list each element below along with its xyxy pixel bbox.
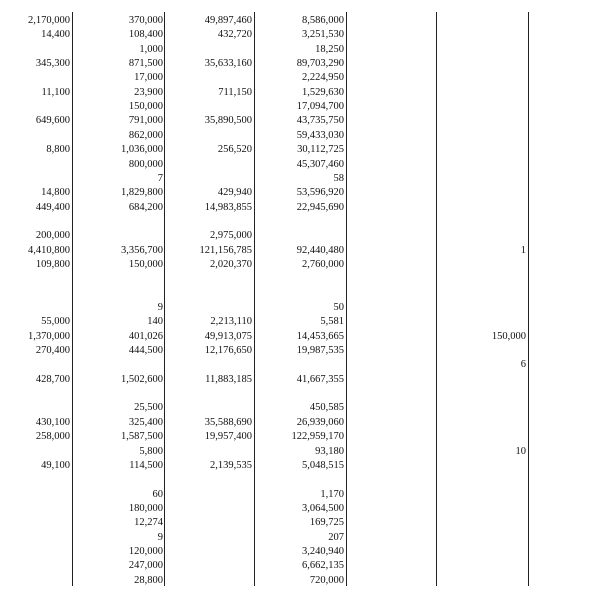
- table-cell: [80, 387, 163, 401]
- table-cell: [440, 114, 526, 128]
- table-cell: 19,987,535: [296, 345, 344, 357]
- table-cell: 1,036,000: [121, 144, 163, 156]
- table-cell: [440, 344, 526, 358]
- table-cell: 1,829,800: [121, 187, 163, 199]
- table-cell: 18,250: [315, 43, 344, 55]
- table-cell: 6: [520, 359, 526, 371]
- table-cell: 1,000: [139, 43, 163, 55]
- table-cell: 430,100: [35, 416, 70, 428]
- table-cell: 1,170: [320, 488, 344, 500]
- table-row: [0, 186, 600, 200]
- table-cell: [170, 531, 252, 545]
- table-cell: 649,600: [35, 115, 70, 127]
- table-row: [0, 545, 600, 559]
- table-cell: [80, 287, 163, 301]
- table-cell: [0, 100, 70, 114]
- table-cell: [0, 287, 70, 301]
- table-cell: 35,633,160: [204, 58, 252, 70]
- table-cell: [0, 401, 70, 415]
- table-cell: 3,064,500: [302, 502, 344, 514]
- table-row: [0, 143, 600, 157]
- table-cell: 108,400: [128, 29, 163, 41]
- table-cell: [170, 158, 252, 172]
- table-cell: [260, 473, 344, 487]
- table-cell: [170, 358, 252, 372]
- table-cell: 35,588,690: [204, 416, 252, 428]
- table-cell: [0, 574, 70, 588]
- table-cell: 93,180: [315, 445, 344, 457]
- table-cell: 60: [152, 488, 163, 500]
- table-cell: [440, 531, 526, 545]
- table-cell: [170, 43, 252, 57]
- table-row: [0, 445, 600, 459]
- table-cell: 1,502,600: [121, 373, 163, 385]
- table-row: [0, 574, 600, 588]
- table-cell: 684,200: [128, 201, 163, 213]
- table-cell: 150,000: [128, 258, 163, 270]
- table-cell: [80, 229, 163, 243]
- table-cell: 207: [328, 531, 344, 543]
- table-cell: [0, 172, 70, 186]
- table-cell: 5,581: [320, 316, 344, 328]
- table-cell: [0, 559, 70, 573]
- table-cell: 23,900: [134, 86, 163, 98]
- table-cell: [260, 215, 344, 229]
- table-cell: [0, 502, 70, 516]
- table-cell: 150,000: [128, 101, 163, 113]
- table-cell: [260, 387, 344, 401]
- table-row: [0, 502, 600, 516]
- table-cell: 1: [520, 244, 526, 256]
- table-cell: [440, 430, 526, 444]
- table-cell: 28,800: [134, 574, 163, 586]
- table-cell: 120,000: [128, 545, 163, 557]
- table-row: [0, 559, 600, 573]
- table-row: [0, 114, 600, 128]
- table-row: [0, 244, 600, 258]
- table-cell: [0, 387, 70, 401]
- table-cell: [260, 358, 344, 372]
- table-cell: [440, 100, 526, 114]
- table-cell: [170, 401, 252, 415]
- table-cell: 140: [147, 316, 163, 328]
- table-cell: 444,500: [128, 345, 163, 357]
- table-cell: [170, 488, 252, 502]
- table-cell: [440, 258, 526, 272]
- table-cell: 12,176,650: [204, 345, 252, 357]
- table-cell: 19,957,400: [204, 431, 252, 443]
- table-cell: [170, 301, 252, 315]
- table-cell: 17,094,700: [296, 101, 344, 113]
- table-cell: 92,440,480: [296, 244, 344, 256]
- table-cell: [170, 272, 252, 286]
- table-cell: [170, 516, 252, 530]
- table-row: [0, 272, 600, 286]
- table-cell: 35,890,500: [204, 115, 252, 127]
- table-cell: 7: [157, 172, 163, 184]
- table-cell: [170, 100, 252, 114]
- table-cell: 258,000: [35, 431, 70, 443]
- table-cell: [170, 445, 252, 459]
- table-cell: 89,703,290: [296, 58, 344, 70]
- table-row: [0, 215, 600, 229]
- table-row: [0, 358, 600, 372]
- table-cell: [440, 401, 526, 415]
- table-cell: [170, 71, 252, 85]
- table-row: [0, 459, 600, 473]
- table-cell: [0, 129, 70, 143]
- table-cell: [440, 158, 526, 172]
- table-cell: [440, 143, 526, 157]
- table-cell: [440, 129, 526, 143]
- table-row: [0, 473, 600, 487]
- table-row: [0, 172, 600, 186]
- table-cell: 256,520: [217, 144, 252, 156]
- table-row: [0, 28, 600, 42]
- table-cell: 45,307,460: [296, 158, 344, 170]
- table-cell: [440, 373, 526, 387]
- table-cell: 169,725: [309, 517, 344, 529]
- table-cell: 800,000: [128, 158, 163, 170]
- table-cell: 9: [157, 302, 163, 313]
- table-cell: 3,251,530: [302, 29, 344, 41]
- table-cell: [170, 559, 252, 573]
- table-row: [0, 387, 600, 401]
- table-cell: [170, 545, 252, 559]
- table-cell: 122,959,170: [291, 431, 344, 443]
- table-cell: [80, 358, 163, 372]
- table-cell: [170, 574, 252, 588]
- table-cell: [170, 473, 252, 487]
- table-cell: [260, 287, 344, 301]
- table-cell: [0, 516, 70, 530]
- table-cell: 11,100: [41, 86, 70, 98]
- table-cell: [80, 215, 163, 229]
- table-cell: 150,000: [491, 330, 526, 342]
- table-cell: [440, 459, 526, 473]
- table-cell: [440, 14, 526, 28]
- table-cell: 711,150: [218, 86, 252, 98]
- table-cell: 109,800: [35, 258, 70, 270]
- table-cell: [0, 43, 70, 57]
- table-cell: [0, 545, 70, 559]
- table-row: [0, 531, 600, 545]
- table-cell: 121,156,785: [199, 244, 252, 256]
- table-cell: 2,224,950: [302, 72, 344, 84]
- table-cell: 49,897,460: [204, 15, 252, 26]
- table-cell: [440, 574, 526, 588]
- table-cell: 53,596,920: [296, 187, 344, 199]
- table-row: [0, 71, 600, 85]
- table-cell: [440, 287, 526, 301]
- table-cell: [170, 287, 252, 301]
- table-cell: 325,400: [128, 416, 163, 428]
- table-cell: 3,240,940: [302, 545, 344, 557]
- table-cell: 5,800: [139, 445, 163, 457]
- table-cell: 449,400: [35, 201, 70, 213]
- table-cell: 14,800: [41, 187, 70, 199]
- table-cell: 1,370,000: [28, 330, 70, 342]
- table-cell: 12,274: [134, 517, 163, 529]
- table-row: [0, 516, 600, 530]
- table-cell: [0, 215, 70, 229]
- table-row: [0, 430, 600, 444]
- table-cell: 2,213,110: [210, 316, 252, 328]
- table-cell: 50: [333, 302, 344, 313]
- table-cell: 17,000: [134, 72, 163, 84]
- table-cell: 720,000: [309, 574, 344, 586]
- table-cell: [440, 172, 526, 186]
- table-cell: 2,139,535: [210, 459, 252, 471]
- table-cell: 6,662,135: [302, 560, 344, 572]
- table-cell: 270,400: [35, 345, 70, 357]
- table-cell: 2,170,000: [28, 15, 70, 26]
- table-cell: 2,760,000: [302, 258, 344, 270]
- table-cell: 3,356,700: [121, 244, 163, 256]
- table-cell: 450,585: [309, 402, 344, 414]
- table-row: [0, 301, 600, 315]
- table-cell: 1,587,500: [121, 431, 163, 443]
- table-cell: [440, 301, 526, 315]
- table-cell: [440, 502, 526, 516]
- table-row: [0, 416, 600, 430]
- table-cell: [170, 215, 252, 229]
- table-cell: 14,453,665: [296, 330, 344, 342]
- table-cell: 247,000: [128, 560, 163, 572]
- table-cell: 41,667,355: [296, 373, 344, 385]
- table-cell: 8,800: [46, 144, 70, 156]
- table-cell: [440, 272, 526, 286]
- table-cell: [0, 71, 70, 85]
- table-row: [0, 373, 600, 387]
- table-row: [0, 14, 600, 28]
- table-cell: 428,700: [35, 373, 70, 385]
- table-row: [0, 57, 600, 71]
- table-cell: 49,100: [41, 459, 70, 471]
- table-cell: [260, 229, 344, 243]
- table-row: [0, 86, 600, 100]
- table-cell: [80, 473, 163, 487]
- table-cell: [440, 215, 526, 229]
- table-row: [0, 43, 600, 57]
- table-cell: [440, 186, 526, 200]
- table-cell: [440, 43, 526, 57]
- table-cell: 871,500: [128, 58, 163, 70]
- table-cell: [0, 158, 70, 172]
- table-cell: [0, 445, 70, 459]
- table-cell: 345,300: [35, 58, 70, 70]
- table-row: [0, 158, 600, 172]
- table-cell: [260, 272, 344, 286]
- table-cell: 432,720: [217, 29, 252, 41]
- table-cell: 114,500: [129, 459, 163, 471]
- table-cell: 862,000: [128, 129, 163, 141]
- table-cell: 200,000: [35, 230, 70, 242]
- table-row: [0, 287, 600, 301]
- table-cell: 9: [157, 531, 163, 543]
- table-cell: [440, 315, 526, 329]
- table-row: [0, 315, 600, 329]
- table-row: [0, 258, 600, 272]
- table-cell: 180,000: [128, 502, 163, 514]
- table-cell: [0, 473, 70, 487]
- table-cell: [440, 201, 526, 215]
- table-cell: [0, 272, 70, 286]
- table-cell: [440, 545, 526, 559]
- table-row: [0, 401, 600, 415]
- table-cell: 26,939,060: [296, 416, 344, 428]
- table-cell: [440, 57, 526, 71]
- table-cell: [170, 129, 252, 143]
- table-cell: 22,945,690: [296, 201, 344, 213]
- table-cell: 4,410,800: [28, 244, 70, 256]
- table-cell: [440, 416, 526, 430]
- table-row: [0, 488, 600, 502]
- table-row: [0, 229, 600, 243]
- table-cell: [440, 28, 526, 42]
- table-cell: [440, 229, 526, 243]
- table-cell: 11,883,185: [205, 373, 252, 385]
- table-cell: 791,000: [128, 115, 163, 127]
- table-cell: 401,026: [128, 330, 163, 342]
- table-cell: [440, 488, 526, 502]
- table-cell: 14,983,855: [204, 201, 252, 213]
- table-cell: [440, 559, 526, 573]
- table-cell: [0, 531, 70, 545]
- table-cell: [440, 473, 526, 487]
- table-cell: [0, 488, 70, 502]
- table-cell: [170, 502, 252, 516]
- table-cell: 58: [333, 172, 344, 184]
- table-cell: [440, 71, 526, 85]
- table-cell: 8,586,000: [302, 15, 344, 26]
- table-cell: 2,975,000: [210, 230, 252, 242]
- table-cell: [170, 172, 252, 186]
- table-cell: [440, 86, 526, 100]
- table-cell: [0, 358, 70, 372]
- table-cell: 10: [515, 445, 526, 457]
- table-cell: 1,529,630: [302, 86, 344, 98]
- table-row: [0, 330, 600, 344]
- table-cell: 14,400: [41, 29, 70, 41]
- table-cell: [0, 301, 70, 315]
- table-cell: 370,000: [128, 15, 163, 26]
- table-cell: 59,433,030: [296, 129, 344, 141]
- table-row: [0, 129, 600, 143]
- table-cell: 5,048,515: [302, 459, 344, 471]
- table-cell: 49,913,075: [204, 330, 252, 342]
- table-cell: [440, 387, 526, 401]
- table-cell: 55,000: [41, 316, 70, 328]
- table-cell: 43,735,750: [296, 115, 344, 127]
- table-row: [0, 100, 600, 114]
- table-cell: 25,500: [134, 402, 163, 414]
- table-row: [0, 344, 600, 358]
- table-cell: [170, 387, 252, 401]
- table-cell: 2,020,370: [210, 258, 252, 270]
- table-cell: [440, 516, 526, 530]
- table-cell: [80, 272, 163, 286]
- table-cell: 429,940: [217, 187, 252, 199]
- table-cell: 30,112,725: [297, 144, 344, 156]
- table-row: [0, 201, 600, 215]
